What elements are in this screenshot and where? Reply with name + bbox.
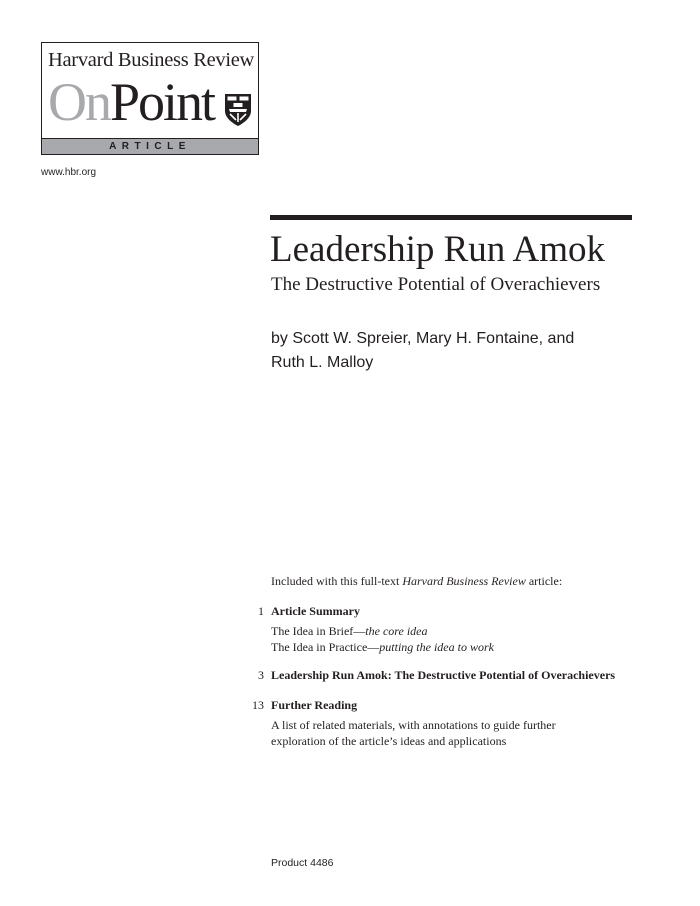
included-suffix: article: [525,574,563,588]
article-title: Leadership Run Amok [270,229,606,270]
toc-heading: Further Reading [271,698,358,712]
toc-line: exploration of the article’s ideas and applications [271,734,507,748]
toc-page-number: 13 [252,698,264,712]
title-rule [270,215,632,220]
toc-page-number: 3 [258,668,264,682]
article-subtitle: The Destructive Potential of Overachievers [271,274,601,295]
article-authors [271,327,611,375]
product-number: Product 4486 [271,857,334,869]
authors-line-2: Ruth L. Malloy [271,354,374,371]
logo-onpoint-wordmark [48,71,214,133]
toc-line-text: The Idea in Practice— [271,640,380,654]
included-intro [271,573,562,589]
hbr-onpoint-logo [41,42,259,155]
logo-on-text: On [48,72,110,132]
toc-line-italic: putting the idea to work [379,640,494,654]
logo-publication-name: Harvard Business Review [48,49,255,71]
toc-line [271,623,428,639]
toc-line: A list of related materials, with annotations to guide further [271,718,556,732]
toc-line [271,639,494,655]
toc-heading: Article Summary [271,604,360,618]
logo-article-band [42,138,258,154]
included-publication: Harvard Business Review [402,574,526,588]
harvard-shield-icon [224,93,252,127]
site-url: www.hbr.org [41,167,97,178]
logo-point-text: Point [110,72,215,132]
authors-line-1: by Scott W. Spreier, Mary H. Fontaine, and [271,330,575,347]
included-prefix: Included with this full-text [271,574,403,588]
toc-line-italic: the core idea [365,624,428,638]
toc-line-text: The Idea in Brief— [271,624,366,638]
logo-article-label: ARTICLE [109,141,191,152]
toc-page-number: 1 [258,604,264,618]
toc-heading: Leadership Run Amok: The Destructive Potential of Overachievers [271,668,616,682]
